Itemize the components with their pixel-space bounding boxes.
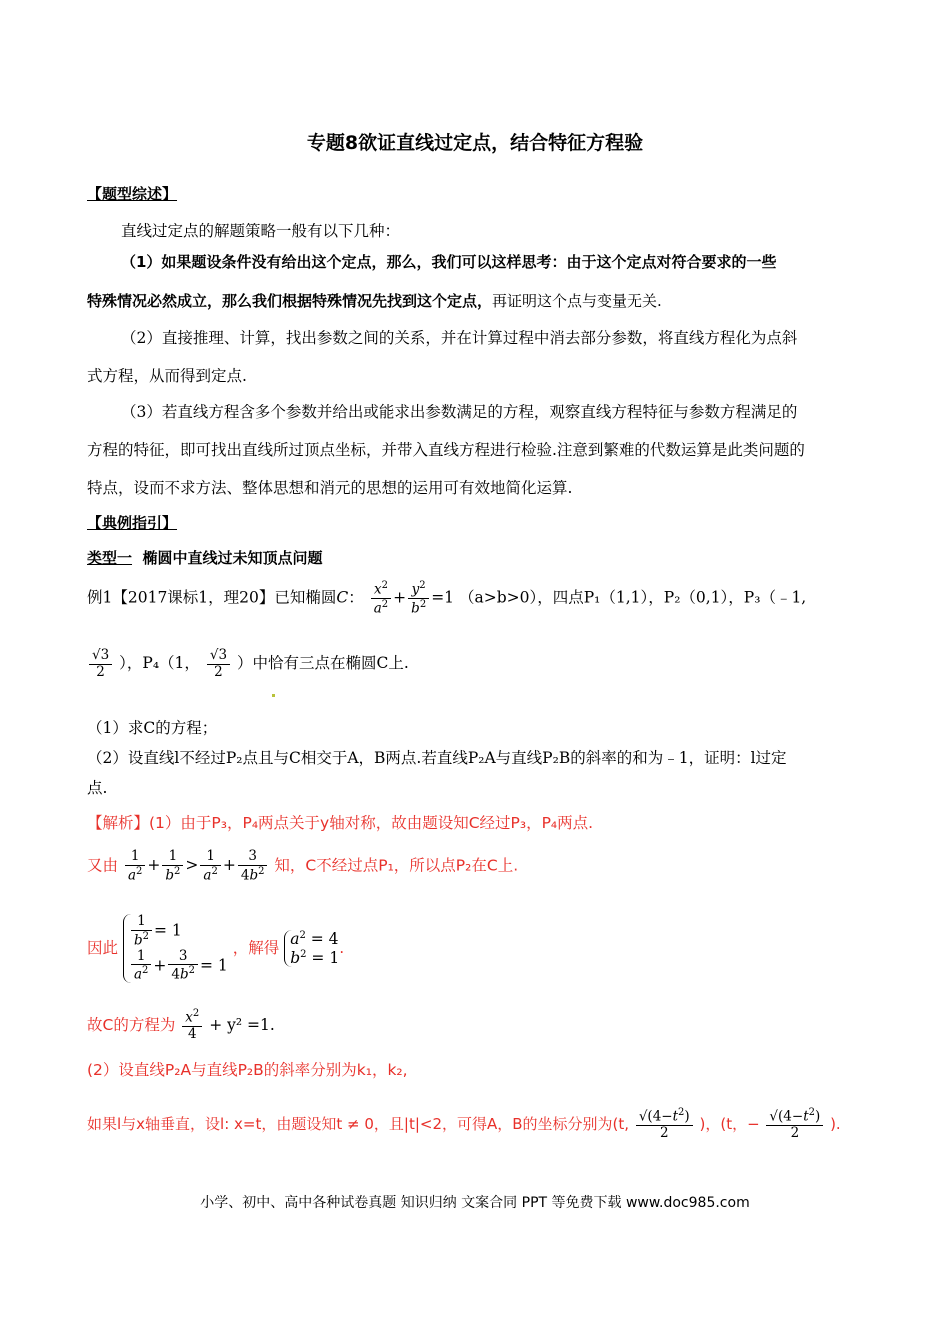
example-line-2-middle: ），P₄（1，: [119, 654, 200, 673]
question-1: （1）求C的方程；: [87, 719, 218, 737]
strategy-1-bold: 特殊情况必然成立，那么我们根据特殊情况先找到这个定点，: [87, 292, 493, 310]
strategy-1-line-2: [87, 290, 662, 311]
type-label: 类型一: [87, 549, 133, 567]
example-line-2: [87, 648, 409, 680]
document-title: 专题8欲证直线过定点，结合特征方程验: [306, 132, 644, 154]
example-condition: （a>b>0），四点P₁（1,1），P₂（0,1），P₃（﹣1,: [458, 588, 807, 607]
page-footer: 小学、初中、高中各种试卷真题 知识归纳 文案合同 PPT 等免费下载 www.doc985.com: [200, 1195, 750, 1211]
solution-2-suffix: 知，C不经过点P₁，所以点P₂在C上.: [274, 856, 519, 875]
example-label: 例1【2017课标1，理20】已知椭圆: [87, 588, 337, 607]
equation-system: $\frac{1}{b^2}$ = 1 $\frac{1}{a^2}$ + $\frac{3}{4b^2}$ = 1: [123, 914, 228, 983]
solution-6-prefix: 如果l与x轴垂直，设l: x=t，由题设知t ≠ 0，且|t|<2，可得A，B的坐标分别为(t,: [87, 1114, 630, 1133]
solution-6-end: ).: [830, 1114, 841, 1133]
fraction-y2-b2: $\frac{y^2}{b^2}$: [408, 580, 429, 617]
solution-line-3: 因此 $\frac{1}{b^2}$ = 1 $\frac{1}{a^2}$ + $\frac{3}{4b^2}$ = 1 ，解得 $a^2 = 4$ $b^2 = 1$ .: [87, 913, 345, 983]
strategy-1-line-1: （1）如果题设条件没有给出这个定点，那么，我们可以这样思考：由于这个定点对符合要求的一些: [121, 253, 777, 271]
strategy-3-line-3: 特点，设而不求方法、整体思想和消元的思想的运用可有效地简化运算.: [87, 479, 573, 497]
fraction-x2-over-4: $\frac{x^2}{4}$: [182, 1008, 202, 1043]
solution-system: $a^2 = 4$ $b^2 = 1$: [284, 930, 339, 968]
solution-line-6: [87, 1107, 841, 1142]
question-2-line-2: 点.: [87, 779, 108, 797]
intro-text: 直线过定点的解题策略一般有以下几种：: [121, 222, 401, 240]
type-title: 椭圆中直线过未知顶点问题: [142, 549, 323, 567]
strategy-2-line-2: 式方程，从而得到定点.: [87, 367, 247, 385]
strategy-2-line-1: （2）直接推理、计算，找出参数之间的关系，并在计算过程中消去部分参数，将直线方程化为点斜: [121, 329, 798, 347]
solution-3-middle: ，解得: [232, 939, 280, 958]
example-line-1: 例1【2017课标1，理20】已知椭圆C： $\frac{x^2}{a^2}$ + $\frac{y^2}{b^2}$ =1 （a>b>0），四点P₁（1,1），P₂（0,1），P₃（﹣1,: [87, 580, 807, 617]
ellipse-name: C: [336, 588, 349, 607]
strategy-3-line-1: （3）若直线方程含多个参数并给出或能求出参数满足的方程，观察直线方程特征与参数方程满足的: [121, 403, 798, 421]
stray-mark: [272, 694, 275, 697]
question-2-line-1: （2）设直线l不经过P₂点且与C相交于A，B两点.若直线P₂A与直线P₂B的斜率的和为﹣1，证明：l过定: [87, 749, 787, 767]
fraction-sqrt3-over-2-b: $\frac{√3}{2}$: [207, 648, 230, 680]
fraction-sqrt3-over-2: $\frac{√3}{2}$: [89, 648, 112, 680]
type-heading: [87, 547, 322, 568]
example-line-2-end: ）中恰有三点在椭圆C上.: [236, 654, 409, 673]
fraction-x2-a2: $\frac{x^2}{a^2}$: [371, 580, 391, 617]
strategy-1-rest: 再证明这个点与变量无关.: [492, 292, 662, 310]
section-heading-overview: 【题型综述】: [87, 185, 178, 203]
fraction-sqrt-4-t2-over-2-b: $\frac{√(4-t^2)}{2}$: [766, 1107, 823, 1142]
solution-2-prefix: 又由: [87, 856, 119, 875]
solution-line-1: 【解析】(1）由于P₃，P₄两点关于y轴对称，故由题设知C经过P₃，P₄两点.: [87, 814, 594, 832]
solution-line-2: [87, 849, 518, 884]
solution-4-suffix: + y² =1.: [209, 1015, 275, 1034]
solution-line-5: (2）设直线P₂A与直线P₂B的斜率分别为k₁，k₂,: [87, 1061, 408, 1079]
strategy-3-line-2: 方程的特征，即可找出直线所过顶点坐标，并带入直线方程进行检验.注意到繁难的代数运算是此类问题的: [87, 441, 805, 459]
solution-6-mid: )，(t，−: [699, 1114, 760, 1133]
solution-4-prefix: 故C的方程为: [87, 1015, 176, 1034]
solution-line-4: [87, 1008, 275, 1043]
section-heading-examples: 【典例指引】: [87, 514, 178, 532]
fraction-sqrt-4-t2-over-2: $\frac{√(4-t^2)}{2}$: [636, 1107, 693, 1142]
solution-3-prefix: 因此: [87, 939, 119, 958]
inequality-expression: $\frac{1}{a^2}$ + $\frac{1}{b^2}$ > $\frac{1}{a^2}$ + $\frac{3}{4b^2}$: [123, 856, 274, 874]
